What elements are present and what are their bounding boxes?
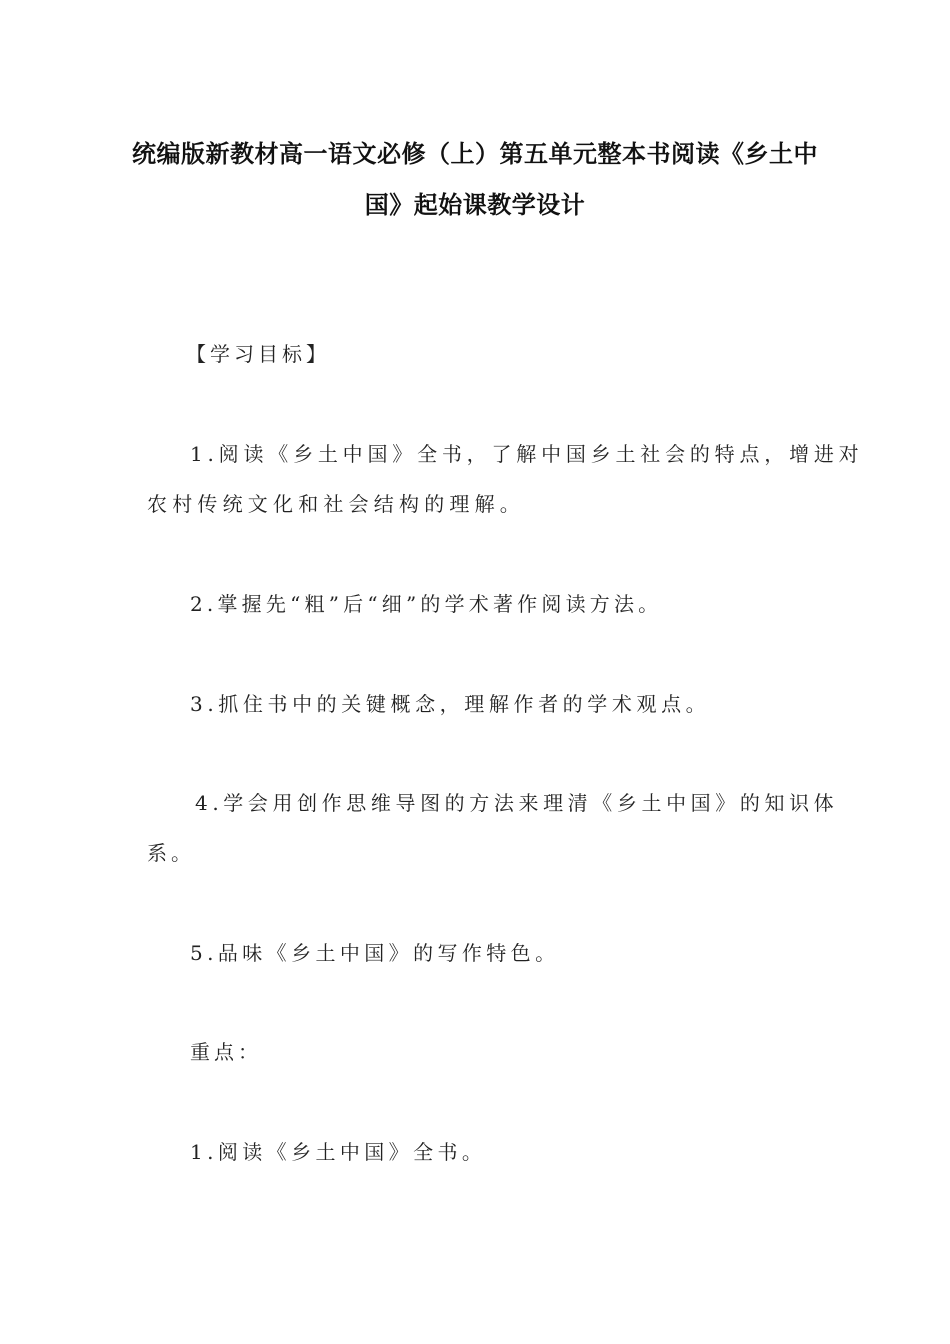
- objective-1-line-2: 农村传统文化和社会结构的理解。: [147, 492, 525, 516]
- section-heading-learning-objectives: 【学习目标】: [186, 342, 330, 366]
- objective-3: 3.抓住书中的关键概念，理解作者的学术观点。: [190, 692, 711, 716]
- objective-2: 2.掌握先“粗”后“细”的学术著作阅读方法。: [190, 592, 663, 616]
- document-title-line-2: 国》起始课教学设计: [364, 191, 586, 219]
- objective-1-line-1: 1.阅读《乡土中国》全书，了解中国乡土社会的特点，增进对: [190, 442, 864, 466]
- objective-5: 5.品味《乡土中国》的写作特色。: [190, 941, 560, 965]
- key-point-1: 1.阅读《乡土中国》全书。: [190, 1140, 487, 1164]
- objective-4-line-1: 4.学会用创作思维导图的方法来理清《乡土中国》的知识体: [195, 791, 839, 815]
- objective-4-line-2: 系。: [147, 841, 195, 865]
- document-title-line-1: 统编版新教材高一语文必修（上）第五单元整本书阅读《乡土中: [132, 140, 818, 168]
- key-points-label: 重点：: [190, 1040, 262, 1064]
